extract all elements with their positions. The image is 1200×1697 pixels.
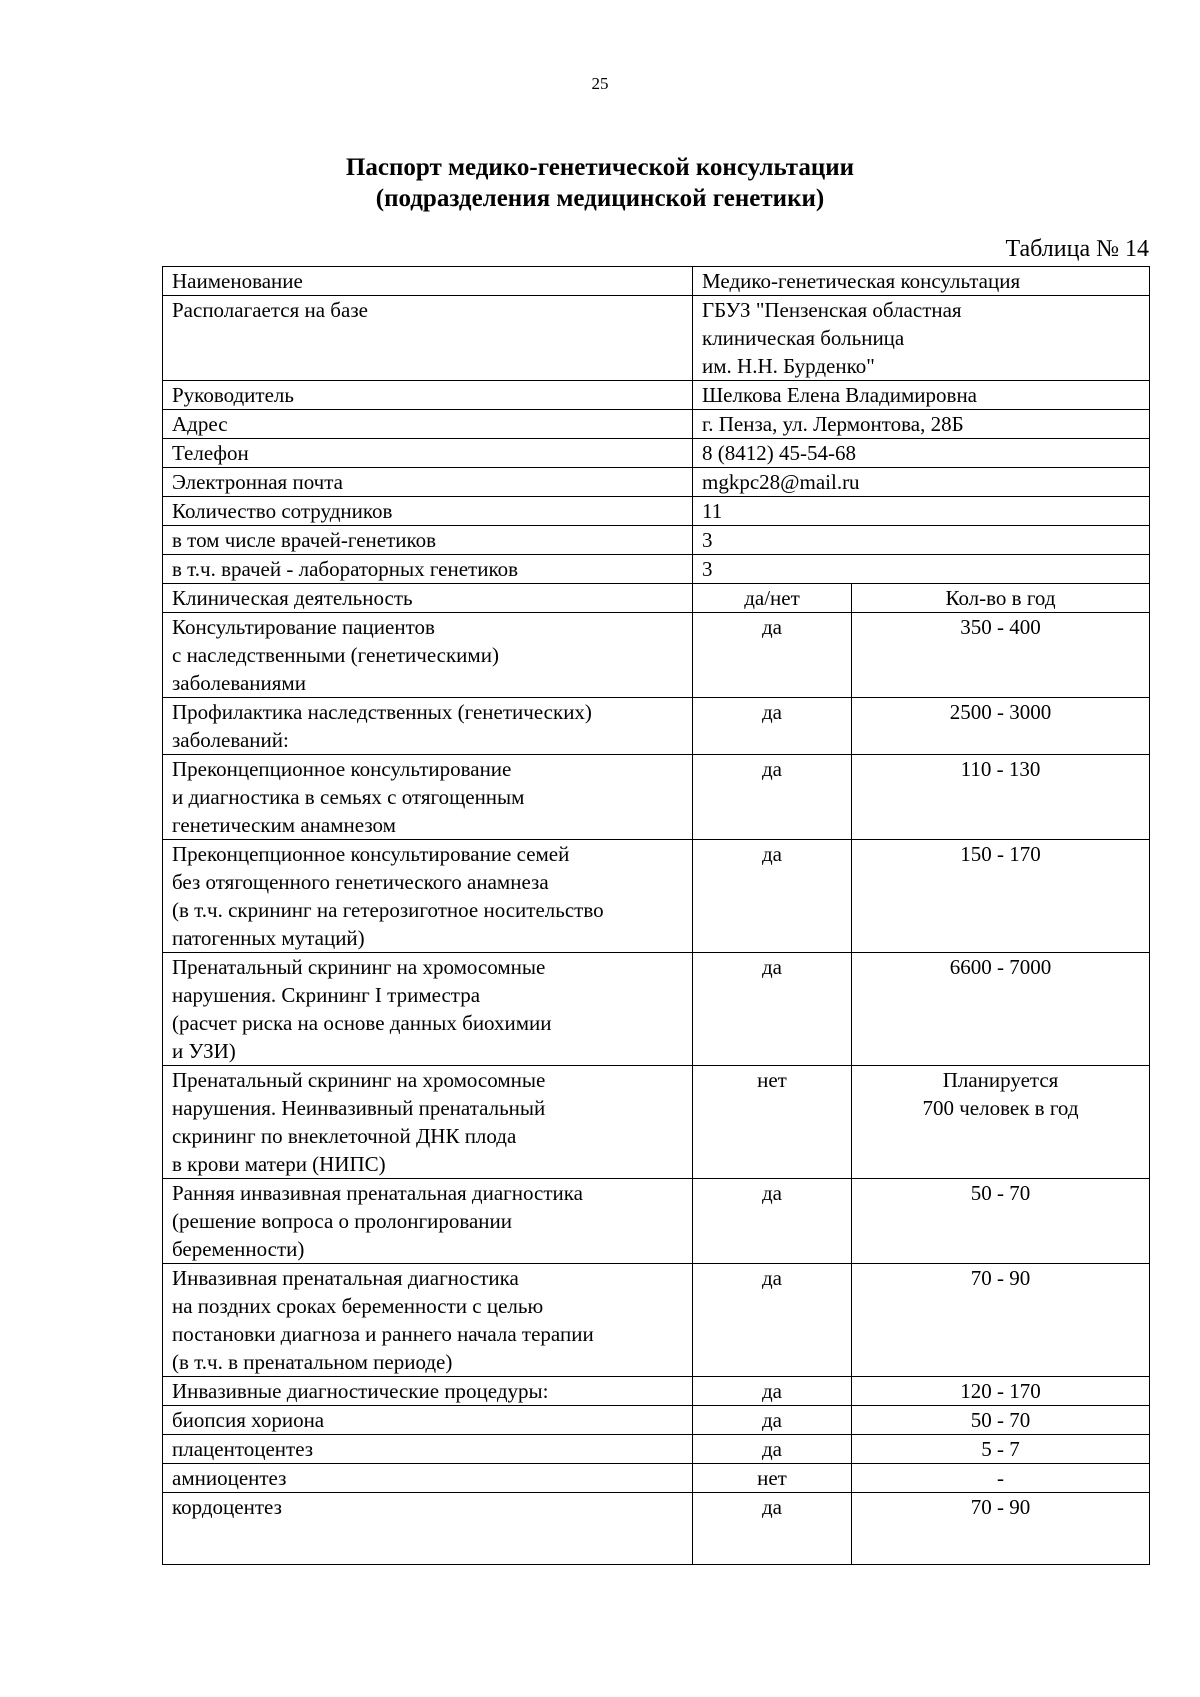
table-row (163, 1435, 1150, 1464)
activity-yes-no: да (693, 1179, 852, 1264)
activity-label: биопсия хориона (163, 1406, 693, 1435)
table-row-phone (163, 439, 1150, 468)
table-row (163, 613, 1150, 698)
table-row (163, 1066, 1150, 1179)
activity-yes-no: да (693, 840, 852, 953)
activity-yes-no: да (693, 1435, 852, 1464)
activity-count: 120 - 170 (852, 1377, 1150, 1406)
activity-count: 70 - 90 (852, 1493, 1150, 1565)
activity-label: Пренатальный скрининг на хромосомные нарушения. Неинвазивный пренатальный скрининг по внеклеточной ДНК плода в крови матери (НИПС) (163, 1066, 693, 1179)
row-label: Электронная почта (163, 468, 693, 497)
table-row-geneticists (163, 526, 1150, 555)
activity-count: 110 - 130 (852, 755, 1150, 840)
activity-label: кордоцентез (163, 1493, 693, 1565)
activity-yes-no: да (693, 1406, 852, 1435)
activity-count: 350 - 400 (852, 613, 1150, 698)
table-label: Таблица № 14 (1005, 236, 1149, 262)
activity-count: 50 - 70 (852, 1406, 1150, 1435)
row-label: Наименование (163, 267, 693, 296)
activity-label: Инвазивная пренатальная диагностика на поздних сроках беременности с целью постановки диагноза и раннего начала терапии (в т.ч. в пренатальном периоде) (163, 1264, 693, 1377)
activity-count: Планируется 700 человек в год (852, 1066, 1150, 1179)
row-label: Руководитель (163, 381, 693, 410)
activity-label: Пренатальный скрининг на хромосомные нарушения. Скрининг I триместра (расчет риска на основе данных биохимии и УЗИ) (163, 953, 693, 1066)
table-row (163, 1179, 1150, 1264)
page-number: 25 (591, 74, 609, 93)
table-row-name (163, 267, 1150, 296)
table-row-address (163, 410, 1150, 439)
row-value: 11 (693, 497, 1150, 526)
activity-header-count: Кол-во в год (852, 584, 1150, 613)
row-label: в том числе врачей-генетиков (163, 526, 693, 555)
row-value: Шелкова Елена Владимировна (693, 381, 1150, 410)
activity-yes-no: да (693, 953, 852, 1066)
table-row (163, 698, 1150, 755)
activity-label: Преконцепционное консультирование и диагностика в семьях с отягощенным генетическим анамнезом (163, 755, 693, 840)
page-title (0, 152, 1200, 214)
activity-yes-no: нет (693, 1066, 852, 1179)
title-line-1: Паспорт медико-генетической консультации (345, 154, 855, 181)
activity-count: 70 - 90 (852, 1264, 1150, 1377)
table-row-email (163, 468, 1150, 497)
table-row (163, 755, 1150, 840)
row-label: Адрес (163, 410, 693, 439)
activity-count: 2500 - 3000 (852, 698, 1150, 755)
row-value: 8 (8412) 45-54-68 (693, 439, 1150, 468)
activity-count: 50 - 70 (852, 1179, 1150, 1264)
activity-header-yes-no: да/нет (693, 584, 852, 613)
activity-yes-no: да (693, 1493, 852, 1565)
activity-yes-no: да (693, 1377, 852, 1406)
table-row (163, 1377, 1150, 1406)
activity-yes-no: нет (693, 1464, 852, 1493)
table-row (163, 1464, 1150, 1493)
activity-label: Инвазивные диагностические процедуры: (163, 1377, 693, 1406)
activity-label: Профилактика наследственных (генетических) заболеваний: (163, 698, 693, 755)
table-row-base (163, 296, 1150, 381)
activity-header-row (163, 584, 1150, 613)
activity-yes-no: да (693, 755, 852, 840)
table-row-lab-geneticists (163, 555, 1150, 584)
row-label: Телефон (163, 439, 693, 468)
table-row (163, 1264, 1150, 1377)
table-row (163, 1493, 1150, 1565)
activity-label: амниоцентез (163, 1464, 693, 1493)
row-value: 3 (693, 526, 1150, 555)
activity-count: - (852, 1464, 1150, 1493)
table-row-staff (163, 497, 1150, 526)
activity-label: плацентоцентез (163, 1435, 693, 1464)
table-row (163, 840, 1150, 953)
row-label: Располагается на базе (163, 296, 693, 381)
row-value: Медико-генетическая консультация (693, 267, 1150, 296)
activity-yes-no: да (693, 613, 852, 698)
activity-header-label: Клиническая деятельность (163, 584, 693, 613)
row-value: 3 (693, 555, 1150, 584)
row-label: Количество сотрудников (163, 497, 693, 526)
row-value: mgkpc28@mail.ru (693, 468, 1150, 497)
activity-label: Консультирование пациентов с наследственными (генетическими) заболеваниями (163, 613, 693, 698)
activity-label: Преконцепционное консультирование семей без отягощенного генетического анамнеза (в т.ч. скрининг на гетерозиготное носительство патогенных мутаций) (163, 840, 693, 953)
table-row (163, 1406, 1150, 1435)
activity-yes-no: да (693, 1264, 852, 1377)
table-row (163, 953, 1150, 1066)
row-value: ГБУЗ "Пензенская областная клиническая больница им. Н.Н. Бурденко" (693, 296, 1150, 381)
row-value: г. Пенза, ул. Лермонтова, 28Б (693, 410, 1150, 439)
passport-table (162, 266, 1150, 1565)
activity-label: Ранняя инвазивная пренатальная диагностика (решение вопроса о пролонгировании беременности) (163, 1179, 693, 1264)
activity-yes-no: да (693, 698, 852, 755)
activity-count: 5 - 7 (852, 1435, 1150, 1464)
activity-count: 6600 - 7000 (852, 953, 1150, 1066)
activity-count: 150 - 170 (852, 840, 1150, 953)
row-label: в т.ч. врачей - лабораторных генетиков (163, 555, 693, 584)
table-row-head (163, 381, 1150, 410)
title-line-2: (подразделения медицинской генетики) (375, 185, 825, 212)
